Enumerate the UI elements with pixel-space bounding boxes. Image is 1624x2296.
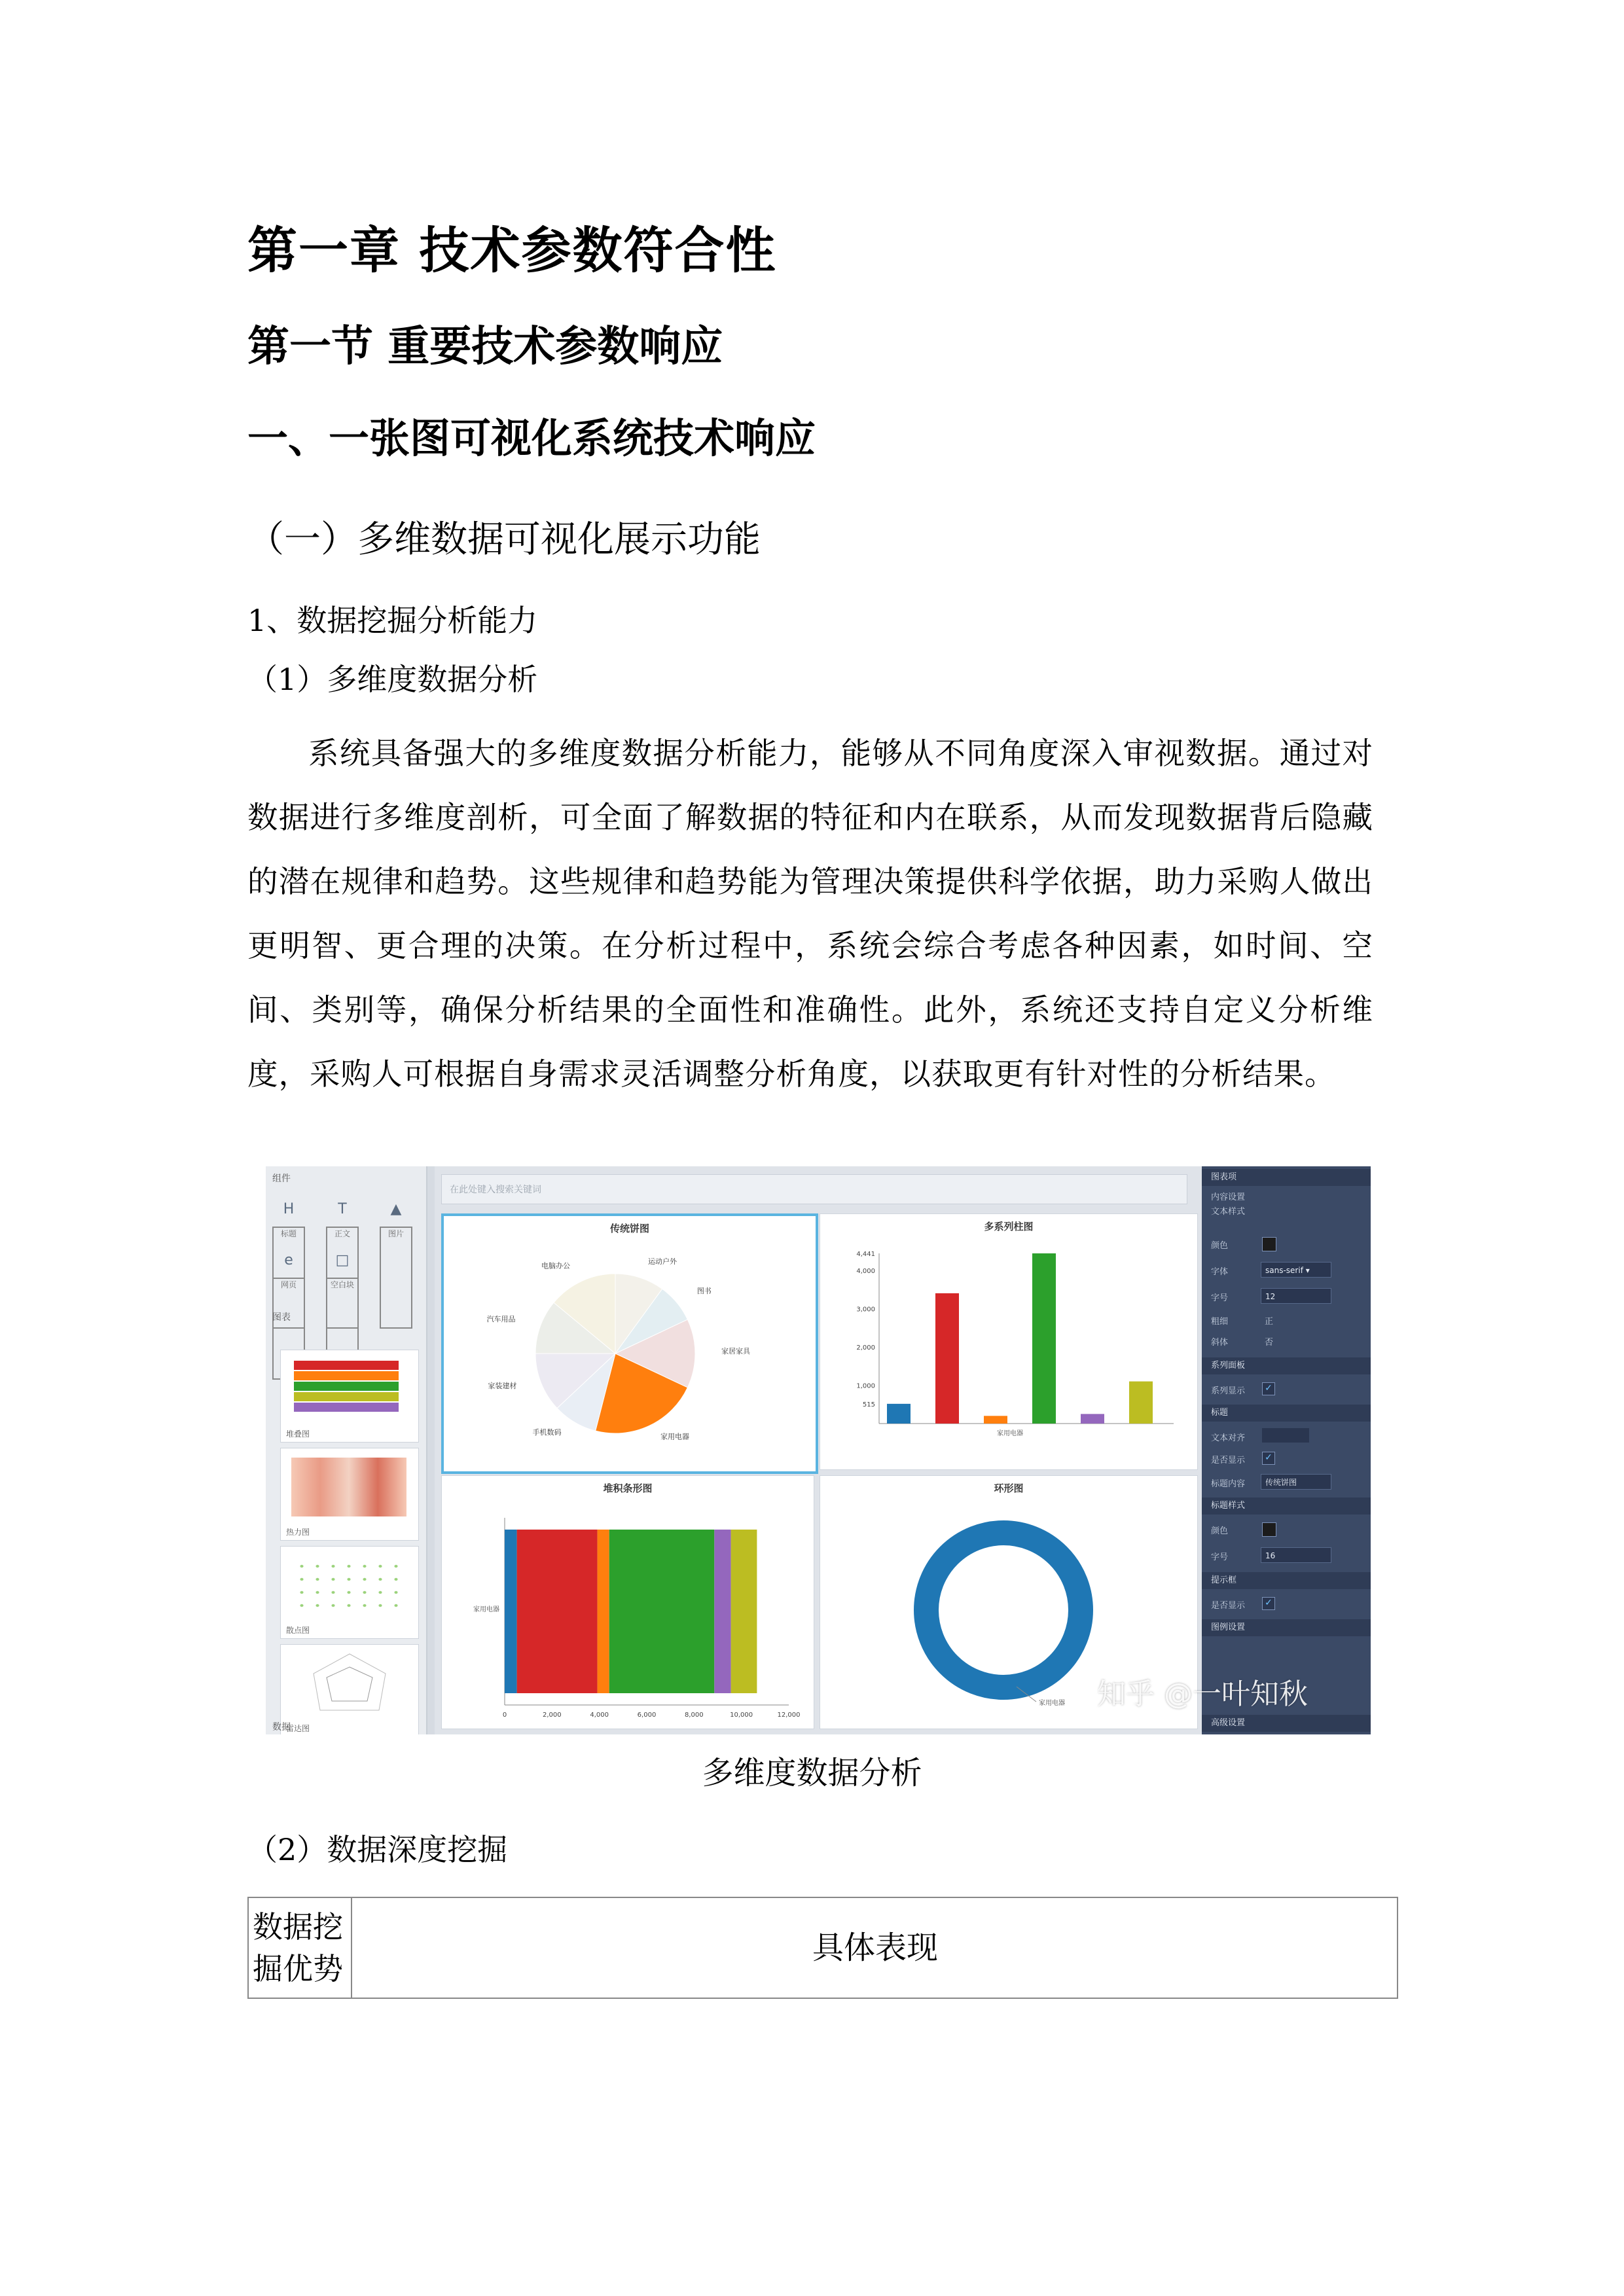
prop-label: 标题内容 — [1211, 1479, 1246, 1489]
bar — [1129, 1382, 1153, 1424]
series-show-checkbox[interactable]: ✓ — [1262, 1382, 1275, 1395]
body-paragraph: 系统具备强大的多维度数据分析能力，能够从不同角度深入审视数据。通过对数据进行多维度剖析，可全面了解数据的特征和内在联系，从而发现数据背后隐藏的潜在规律和趋势。这些规律和趋势能为管理决策提供科学依据，助力采购人做出更明智、更合理的决策。在分析过程中，系统会综合考虑各种因素，如时间、空间、类别等，确保分析结果的全面性和准确性。此外，系统还支持自定义分析维度，采购人可根据自身需求灵活调整分析角度，以获取更有针对性的分析结果。 — [247, 736, 1373, 1092]
subsection-title: 一、一张图可视化系统技术响应 — [247, 414, 816, 462]
thumb-stacked[interactable] — [280, 1350, 419, 1443]
web-icon[interactable]: e — [284, 1252, 293, 1268]
item-title: （一）多维数据可视化展示功能 — [247, 518, 761, 561]
pie-label: 家居家具 — [721, 1347, 750, 1355]
dashboard-canvas — [435, 1166, 1202, 1734]
pie-label: 家装建材 — [488, 1382, 517, 1391]
prop-label: 粗细 — [1211, 1317, 1229, 1327]
stacked-segment — [609, 1530, 715, 1693]
tool-label: 空白块 — [326, 1278, 359, 1380]
y-tick-label: 2,000 — [856, 1344, 875, 1352]
thumb-label: 雷达图 — [286, 1724, 310, 1733]
font-select[interactable]: sans-serif ▾ — [1261, 1262, 1331, 1278]
table-header-col1: 数据挖掘优势 — [249, 1898, 352, 1998]
pie-label: 家用电器 — [660, 1432, 689, 1441]
prop-value[interactable]: 正 — [1265, 1317, 1274, 1327]
title-style-section[interactable]: 标题样式 — [1202, 1498, 1371, 1515]
stacked-segment — [731, 1530, 757, 1693]
prop-value[interactable]: 否 — [1265, 1338, 1274, 1348]
content-tab[interactable]: 内容设置 — [1211, 1193, 1246, 1202]
x-tick-label: 10,000 — [730, 1712, 753, 1719]
thumb-radar[interactable] — [280, 1644, 419, 1734]
chapter-title: 第一章 技术参数符合性 — [247, 221, 777, 279]
thumb-label: 堆叠图 — [286, 1429, 310, 1439]
tool-label: 图片 — [380, 1227, 412, 1329]
title-color-swatch[interactable] — [1262, 1522, 1276, 1537]
figure-caption: 多维度数据分析 — [702, 1755, 922, 1791]
title-size-input[interactable]: 16 — [1261, 1547, 1331, 1563]
data-section-title: 数据 — [272, 1722, 291, 1732]
point2-title: （2）数据深度挖掘 — [247, 1832, 508, 1867]
prop-label: 字号 — [1211, 1552, 1229, 1562]
pie-label: 电脑办公 — [541, 1261, 571, 1270]
text-style-label: 文本样式 — [1211, 1207, 1246, 1217]
y-tick-label: 515 — [862, 1401, 875, 1408]
donut-ring — [926, 1533, 1081, 1687]
thumb-label: 热力图 — [286, 1528, 310, 1537]
tool-label: 网页 — [272, 1278, 305, 1380]
tool-label: 标题 — [272, 1227, 305, 1329]
bar-chart — [820, 1214, 1197, 1469]
x-tick-label: 2,000 — [543, 1712, 562, 1719]
bar — [1081, 1414, 1104, 1424]
prop-label: 字体 — [1211, 1267, 1229, 1277]
component-panel — [266, 1166, 427, 1734]
components-section-title: 组件 — [272, 1174, 291, 1184]
panel-header: 图表项 — [1202, 1169, 1371, 1186]
point1-title: （1）多维度数据分析 — [247, 662, 538, 697]
stacked-segment — [505, 1530, 517, 1693]
charts-section-title: 图表 — [272, 1312, 291, 1323]
pie-label: 运动户外 — [648, 1257, 677, 1266]
stacked-segment — [714, 1530, 731, 1693]
pie-label: 图书 — [696, 1287, 712, 1296]
watermark: 知乎 @一叶知秋 — [1097, 1677, 1308, 1711]
pie-chart — [444, 1216, 810, 1466]
pie-label: 汽车用品 — [486, 1315, 516, 1324]
stacked-segment — [517, 1530, 598, 1693]
prop-label: 字号 — [1211, 1293, 1229, 1303]
tooltip-show-checkbox[interactable]: ✓ — [1262, 1597, 1275, 1610]
prop-label: 是否显示 — [1211, 1601, 1246, 1611]
x-tick-label: 12,000 — [777, 1712, 801, 1719]
panel-stacked[interactable] — [441, 1475, 814, 1729]
search-input[interactable]: 在此处键入搜索关键词 — [441, 1174, 1187, 1204]
stacked-chart — [442, 1476, 814, 1729]
y-tick-label: 3,000 — [856, 1306, 875, 1314]
heading-icon[interactable]: H — [283, 1201, 295, 1217]
tooltip-section[interactable]: 提示框 — [1202, 1572, 1371, 1589]
advantage-table — [247, 1897, 1398, 1999]
pie-label: 手机数码 — [532, 1427, 562, 1437]
series-panel-section[interactable]: 系列面板 — [1202, 1357, 1371, 1374]
x-tick-label: 6,000 — [637, 1712, 657, 1719]
prop-label: 颜色 — [1211, 1241, 1229, 1251]
y-tick-label: 1,000 — [856, 1382, 875, 1390]
bar — [1032, 1253, 1056, 1424]
font-size-input[interactable]: 12 — [1261, 1288, 1331, 1304]
x-tick-label: 0 — [502, 1712, 507, 1719]
blank-icon[interactable]: □ — [335, 1252, 350, 1268]
section-title: 第一节 重要技术参数响应 — [247, 323, 723, 371]
x-tick-label: 4,000 — [590, 1712, 609, 1719]
prop-label: 文本对齐 — [1211, 1433, 1246, 1443]
thumb-label: 散点图 — [286, 1626, 310, 1635]
y-tick-label: 4,441 — [856, 1251, 875, 1258]
prop-label: 系列显示 — [1211, 1386, 1246, 1396]
donut-label: 家用电器 — [1039, 1700, 1065, 1707]
x-tick-label: 家用电器 — [997, 1430, 1023, 1437]
tool-label: 正文 — [326, 1227, 359, 1329]
y-tick-label: 4,000 — [856, 1267, 875, 1275]
thumb-heatmap[interactable] — [280, 1448, 419, 1541]
prop-label: 是否显示 — [1211, 1456, 1246, 1465]
table-header-col2: 具体表现 — [812, 1929, 938, 1966]
text-icon[interactable]: T — [338, 1201, 347, 1217]
image-icon[interactable]: ▲ — [390, 1201, 402, 1217]
title-show-checkbox[interactable]: ✓ — [1262, 1452, 1275, 1465]
title-text-input[interactable]: 传统饼图 — [1261, 1474, 1331, 1490]
chart-title: 堆积条形图 — [603, 1482, 653, 1494]
y-tick-label: 家用电器 — [473, 1606, 499, 1613]
prop-label: 斜体 — [1211, 1338, 1229, 1348]
title-section[interactable]: 标题 — [1202, 1405, 1371, 1422]
advanced-section[interactable]: 高级设置 — [1202, 1715, 1371, 1732]
chart-title: 传统饼图 — [609, 1223, 649, 1234]
stacked-segment — [598, 1530, 609, 1693]
legend-section[interactable]: 图例设置 — [1202, 1619, 1371, 1636]
align-buttons[interactable] — [1262, 1428, 1309, 1443]
panel-bar[interactable] — [820, 1213, 1198, 1470]
panel-pie[interactable] — [441, 1213, 818, 1474]
bar — [935, 1293, 959, 1424]
x-tick-label: 8,000 — [685, 1712, 704, 1719]
properties-panel — [1202, 1166, 1371, 1734]
bar — [887, 1404, 911, 1424]
prop-label: 颜色 — [1211, 1526, 1229, 1536]
figure-screenshot — [266, 1166, 1371, 1734]
chart-title: 环形图 — [994, 1482, 1024, 1494]
bar — [984, 1416, 1007, 1424]
chart-title: 多系列柱图 — [984, 1221, 1034, 1232]
color-swatch[interactable] — [1262, 1237, 1276, 1251]
subitem-title: 1、数据挖掘分析能力 — [247, 603, 538, 638]
thumb-scatter[interactable] — [280, 1546, 419, 1639]
